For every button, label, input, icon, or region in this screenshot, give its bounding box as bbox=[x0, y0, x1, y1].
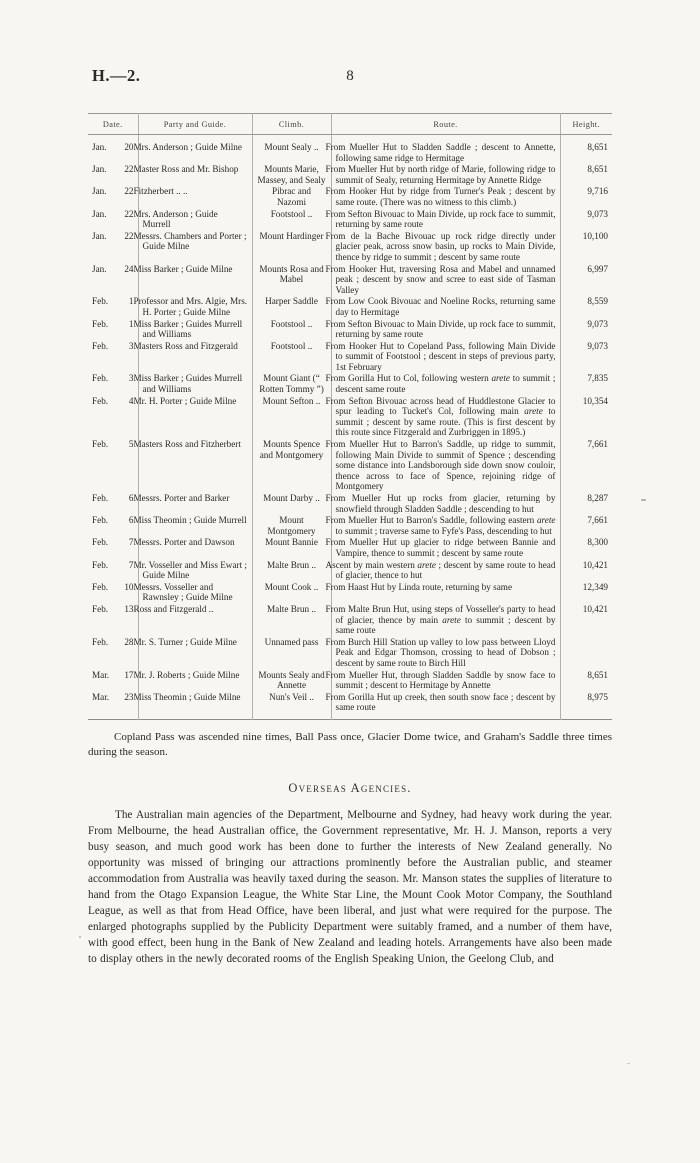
route-cell: From Mueller Hut to Barron's Saddle, up ridge to summit, following Main Divide to summit of Spence ; descending some distance into Landsborough side down snow couloir, thence across to face of Spence, rejoining ridge of Montgomery bbox=[331, 439, 560, 493]
party-and-guide-cell: Mrs. Anderson ; Guide Milne bbox=[138, 135, 252, 165]
route-cell: From Gorilla Hut up creek, then south snow face ; descent by same route bbox=[331, 692, 560, 720]
date-cell bbox=[88, 135, 138, 165]
date-cell bbox=[88, 341, 138, 374]
height-cell: 8,300 bbox=[560, 537, 612, 559]
column-header-party: Party and Guide. bbox=[138, 114, 252, 135]
date-day: 7 bbox=[128, 537, 134, 548]
date-cell bbox=[88, 637, 138, 670]
column-header-date: Date. bbox=[88, 114, 138, 135]
party-and-guide-cell: Miss Barker ; Guide Milne bbox=[138, 264, 252, 297]
party-and-guide-cell: Mr. J. Roberts ; Guide Milne bbox=[138, 670, 252, 692]
date-cell bbox=[88, 670, 138, 692]
route-cell: From Low Cook Bivouac and Noeline Rocks, returning same day to Hermitage bbox=[331, 296, 560, 318]
height-cell: 7,661 bbox=[560, 515, 612, 537]
date-day: 22 bbox=[124, 230, 134, 241]
scan-speck bbox=[627, 1063, 630, 1064]
column-header-route: Route. bbox=[331, 114, 560, 135]
date-day: 17 bbox=[124, 669, 134, 680]
climb-cell: Malte Brun .. bbox=[252, 560, 331, 582]
body-paragraph: The Australian main agencies of the Department, Melbourne and Sydney, had heavy work during the year. From Melbourne, the head Australian office, the Government representative, Mr. H. J. Manson, reports a very busy season, and much good work has been done to further the interests of New Zealand generally. No opportunity was missed of bringing our attractions prominently before the Australian public, and steamer accommodation from Australia was heavily taxed during the season. Mr. Manson states the supplies of literature to hand from the Otago Expansion League, the White Star Line, the Mount Cook Motor Company, the Southland League, as well as that from Head Office, have been liberal, and just what were required for the purpose. The enlarged photographs supplied by the Publicity Department were suitably framed, and a number of them have, with good effect, been hung in the Bank of New Zealand and leading hotels. Arrangements have also been made to display others in the newly decorated rooms of the English Speaking Union, the Geelong Club, and bbox=[88, 809, 612, 965]
date-month: Feb. bbox=[92, 395, 109, 406]
party-and-guide-cell: Professor and Mrs. Algie, Mrs. H. Porter ; Guide Milne bbox=[138, 296, 252, 318]
date-day: 3 bbox=[128, 373, 134, 384]
climb-cell: Mount Darby .. bbox=[252, 493, 331, 515]
table-row bbox=[88, 692, 612, 720]
height-cell: 9,073 bbox=[560, 319, 612, 341]
table-row bbox=[88, 319, 612, 341]
date-day: 6 bbox=[128, 493, 134, 503]
route-cell: Ascent by main western arete ; descent by same route to head of glacier, thence to hut bbox=[331, 560, 560, 582]
height-cell: 10,354 bbox=[560, 396, 612, 439]
date-cell bbox=[88, 515, 138, 537]
height-cell: 9,073 bbox=[560, 209, 612, 231]
table-row bbox=[88, 439, 612, 493]
table-row bbox=[88, 493, 612, 515]
table-row bbox=[88, 209, 612, 231]
party-and-guide-cell: Messrs. Chambers and Porter ; Guide Milne bbox=[138, 231, 252, 264]
date-month: Feb. bbox=[92, 439, 109, 450]
table-row bbox=[88, 604, 612, 637]
climbs-table bbox=[88, 113, 612, 720]
date-day: 28 bbox=[124, 636, 134, 647]
column-header-climb: Climb. bbox=[252, 114, 331, 135]
party-and-guide-cell: Fitzherbert .. .. bbox=[138, 186, 252, 208]
table-row bbox=[88, 231, 612, 264]
date-month: Feb. bbox=[92, 603, 109, 614]
date-cell bbox=[88, 493, 138, 515]
climbs-table-body bbox=[88, 135, 612, 720]
document-reference: H.—2. bbox=[92, 66, 141, 85]
table-row bbox=[88, 264, 612, 297]
date-cell bbox=[88, 439, 138, 493]
date-cell bbox=[88, 582, 138, 604]
party-and-guide-cell: Miss Theomin ; Guide Milne bbox=[138, 692, 252, 720]
table-row bbox=[88, 135, 612, 165]
date-month: Jan. bbox=[92, 164, 107, 175]
climb-cell: Mount Sealy .. bbox=[252, 135, 331, 165]
climb-cell: Mount Giant (“ Rotten Tommy ”) bbox=[252, 373, 331, 395]
page-content bbox=[88, 0, 612, 979]
height-cell: 8,559 bbox=[560, 296, 612, 318]
date-day: 22 bbox=[124, 186, 134, 197]
date-month: Feb. bbox=[92, 636, 109, 647]
party-and-guide-cell: Miss Theomin ; Guide Murrell bbox=[138, 515, 252, 537]
date-day: 4 bbox=[128, 395, 134, 406]
height-cell: 9,716 bbox=[560, 186, 612, 208]
height-cell: 9,073 bbox=[560, 341, 612, 374]
table-row bbox=[88, 164, 612, 186]
route-cell: From Sefton Bivouac across head of Huddlestone Glacier to spur leading to Tucket's Col, following main arete to summit ; descent by same route. (This is first descent by this route since Fitzgerald and Zurbriggen in 1895.) bbox=[331, 396, 560, 439]
party-and-guide-cell: Messrs. Porter and Barker bbox=[138, 493, 252, 515]
table-row bbox=[88, 515, 612, 537]
table-header-row bbox=[88, 114, 612, 135]
party-and-guide-cell: Messrs. Vosseller and Rawnsley ; Guide Milne bbox=[138, 582, 252, 604]
date-month: Mar. bbox=[92, 691, 110, 702]
date-day: 20 bbox=[124, 142, 134, 152]
climb-cell: Footstool .. bbox=[252, 319, 331, 341]
table-row bbox=[88, 560, 612, 582]
route-cell: From Haast Hut by Linda route, returning by same bbox=[331, 582, 560, 604]
route-cell: From Mueller Hut up glacier to ridge between Bannie and Vampire, thence to summit ; descent by same route bbox=[331, 537, 560, 559]
date-month: Jan. bbox=[92, 208, 107, 219]
height-cell: 8,651 bbox=[560, 670, 612, 692]
date-cell bbox=[88, 373, 138, 395]
table-row bbox=[88, 396, 612, 439]
height-cell: 10,421 bbox=[560, 604, 612, 637]
height-cell: 8,651 bbox=[560, 164, 612, 186]
climb-cell: Footstool .. bbox=[252, 209, 331, 231]
date-cell bbox=[88, 604, 138, 637]
date-month: Jan. bbox=[92, 142, 107, 152]
route-cell: From Mueller Hut up rocks from glacier, returning by snowfield through Sladden Saddle ; descending to hut bbox=[331, 493, 560, 515]
table-row bbox=[88, 637, 612, 670]
route-cell: From Burch Hill Station up valley to low pass between Lloyd Peak and Edgar Thomson, crossing to head of Dobson ; descent by same route to Birch Hill bbox=[331, 637, 560, 670]
date-cell bbox=[88, 209, 138, 231]
date-day: 24 bbox=[124, 263, 134, 274]
party-and-guide-cell: Ross and Fitzgerald .. bbox=[138, 604, 252, 637]
date-month: Feb. bbox=[92, 493, 109, 503]
date-day: 5 bbox=[128, 439, 134, 450]
date-day: 23 bbox=[124, 691, 134, 702]
table-row bbox=[88, 582, 612, 604]
date-day: 10 bbox=[124, 581, 134, 592]
route-cell: From de la Bache Bivouac up rock ridge directly under glacier peak, across snow basin, up rocks to Main Divide, thence by ridge to summit ; descent by same route bbox=[331, 231, 560, 264]
date-month: Jan. bbox=[92, 230, 107, 241]
season-summary-note: Copland Pass was ascended nine times, Ball Pass once, Glacier Dome twice, and Graham's Saddle three times during the season. bbox=[88, 730, 612, 758]
climb-cell: Mount Bannie bbox=[252, 537, 331, 559]
route-cell: From Malte Brun Hut, using steps of Vosseller's party to head of glacier, thence by main arete to summit ; descent by same route bbox=[331, 604, 560, 637]
height-cell bbox=[560, 637, 612, 670]
height-cell: 8,975 bbox=[560, 692, 612, 720]
height-cell: 8,651 bbox=[560, 135, 612, 165]
date-month: Mar. bbox=[92, 669, 110, 680]
section-heading: Overseas Agencies. bbox=[288, 780, 412, 795]
party-and-guide-cell: Mr. S. Turner ; Guide Milne bbox=[138, 637, 252, 670]
route-cell: From Sefton Bivouac to Main Divide, up rock face to summit, returning by same route bbox=[331, 319, 560, 341]
party-and-guide-cell: Mrs. Anderson ; Guide Murrell bbox=[138, 209, 252, 231]
party-and-guide-cell: Master Ross and Mr. Bishop bbox=[138, 164, 252, 186]
date-day: 22 bbox=[124, 164, 134, 175]
route-cell: From Hooker Hut to Copeland Pass, following Main Divide to summit of Footstool ; descent in steps of previous party, 1st February bbox=[331, 341, 560, 374]
climb-cell: Footstool .. bbox=[252, 341, 331, 374]
scan-speck bbox=[641, 499, 646, 501]
date-day: 3 bbox=[128, 340, 134, 351]
date-month: Feb. bbox=[92, 559, 109, 570]
height-cell: 7,835 bbox=[560, 373, 612, 395]
column-header-height: Height. bbox=[560, 114, 612, 135]
date-month: Feb. bbox=[92, 296, 109, 307]
party-and-guide-cell: Miss Barker ; Guides Murrell and Williams bbox=[138, 373, 252, 395]
climb-cell: Mount Sefton .. bbox=[252, 396, 331, 439]
climb-cell: Pibrac and Nazomi bbox=[252, 186, 331, 208]
page-number: 8 bbox=[346, 68, 354, 84]
route-cell: From Sefton Bivouac to Main Divide, up rock face to summit, returning by same route bbox=[331, 209, 560, 231]
date-cell bbox=[88, 296, 138, 318]
date-day: 1 bbox=[128, 318, 134, 329]
height-cell: 8,287 bbox=[560, 493, 612, 515]
climb-cell: Mounts Marie, Massey, and Sealy bbox=[252, 164, 331, 186]
scan-speck bbox=[79, 936, 81, 938]
height-cell: 10,100 bbox=[560, 231, 612, 264]
climb-cell: Malte Brun .. bbox=[252, 604, 331, 637]
table-row bbox=[88, 373, 612, 395]
climb-cell: Mount Montgomery bbox=[252, 515, 331, 537]
date-cell bbox=[88, 164, 138, 186]
date-cell bbox=[88, 186, 138, 208]
date-month: Jan. bbox=[92, 263, 107, 274]
climb-cell: Mounts Spence and Montgomery bbox=[252, 439, 331, 493]
table-row bbox=[88, 341, 612, 374]
route-cell: From Hooker Hut, traversing Rosa and Mabel and unnamed peak ; descent by snow and scree to east side of Tasman Valley bbox=[331, 264, 560, 297]
date-month: Feb. bbox=[92, 537, 109, 548]
date-cell bbox=[88, 560, 138, 582]
date-month: Jan. bbox=[92, 186, 107, 197]
route-cell: From Hooker Hut by ridge from Turner's Peak ; descent by same route. (There was no witness to this climb.) bbox=[331, 186, 560, 208]
date-cell bbox=[88, 692, 138, 720]
height-cell: 12,349 bbox=[560, 582, 612, 604]
party-and-guide-cell: Mr. H. Porter ; Guide Milne bbox=[138, 396, 252, 439]
route-cell: From Mueller Hut to Sladden Saddle ; descent to Annette, following same ridge to Hermitage bbox=[331, 135, 560, 165]
climb-cell: Harper Saddle bbox=[252, 296, 331, 318]
climb-cell: Nun's Veil .. bbox=[252, 692, 331, 720]
table-row bbox=[88, 537, 612, 559]
date-month: Feb. bbox=[92, 318, 109, 329]
date-cell bbox=[88, 537, 138, 559]
date-month: Feb. bbox=[92, 373, 109, 384]
route-cell: From Gorilla Hut to Col, following western arete to summit ; descent same route bbox=[331, 373, 560, 395]
date-day: 22 bbox=[124, 208, 134, 219]
party-and-guide-cell: Masters Ross and Fitzgerald bbox=[138, 341, 252, 374]
climb-cell: Mounts Sealy and Annette bbox=[252, 670, 331, 692]
party-and-guide-cell: Mr. Vosseller and Miss Ewart ; Guide Milne bbox=[138, 560, 252, 582]
date-month: Feb. bbox=[92, 581, 109, 592]
climb-cell: Mount Cook .. bbox=[252, 582, 331, 604]
page-header bbox=[88, 66, 612, 88]
party-and-guide-cell: Miss Barker ; Guides Murrell and Williams bbox=[138, 319, 252, 341]
route-cell: From Mueller Hut by north ridge of Marie, following ridge to summit of Sealy, returning Hermitage by Annette Ridge bbox=[331, 164, 560, 186]
table-row bbox=[88, 296, 612, 318]
date-cell bbox=[88, 319, 138, 341]
climb-cell: Mount Hardinger bbox=[252, 231, 331, 264]
date-day: 1 bbox=[128, 296, 134, 307]
table-row bbox=[88, 186, 612, 208]
date-cell bbox=[88, 396, 138, 439]
climb-cell: Mounts Rosa and Mabel bbox=[252, 264, 331, 297]
party-and-guide-cell: Masters Ross and Fitzherbert bbox=[138, 439, 252, 493]
date-month: Feb. bbox=[92, 515, 109, 526]
table-row bbox=[88, 670, 612, 692]
route-cell: From Mueller Hut to Barron's Saddle, following eastern arete to summit ; traverse same to Fyfe's Pass, descending to hut bbox=[331, 515, 560, 537]
date-day: 13 bbox=[124, 603, 134, 614]
climb-cell: Unnamed pass bbox=[252, 637, 331, 670]
party-and-guide-cell: Messrs. Porter and Dawson bbox=[138, 537, 252, 559]
height-cell: 10,421 bbox=[560, 560, 612, 582]
height-cell: 7,661 bbox=[560, 439, 612, 493]
date-cell bbox=[88, 264, 138, 297]
height-cell: 6,997 bbox=[560, 264, 612, 297]
route-cell: From Mueller Hut, through Sladden Saddle by snow face to summit ; descent to Hermitage by Annette bbox=[331, 670, 560, 692]
date-cell bbox=[88, 231, 138, 264]
date-day: 6 bbox=[128, 515, 134, 526]
date-month: Feb. bbox=[92, 340, 109, 351]
date-day: 7 bbox=[128, 559, 134, 570]
